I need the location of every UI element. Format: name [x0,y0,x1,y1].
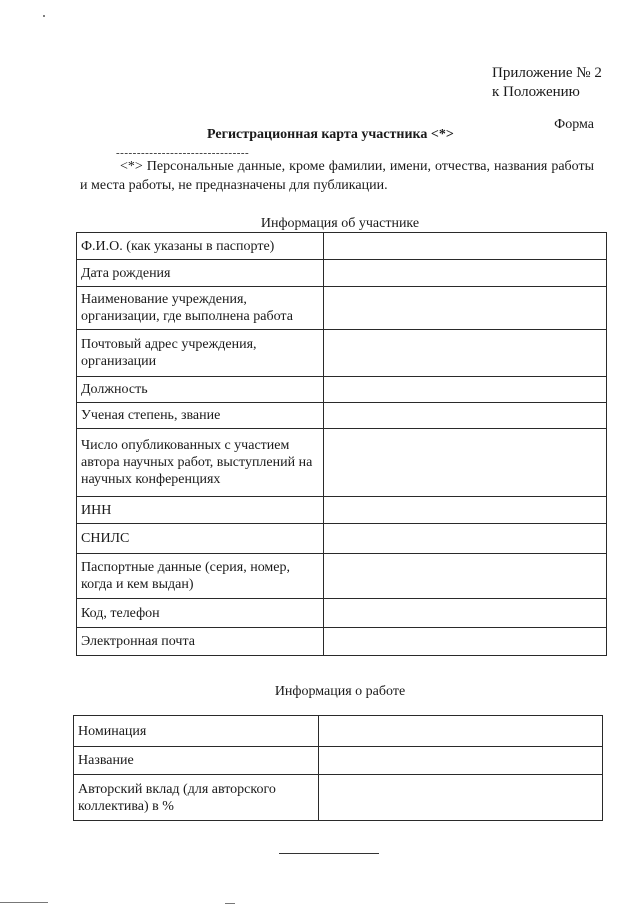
form-label: Форма [554,117,594,132]
field-value-email[interactable] [324,628,607,656]
table-row [77,628,607,656]
field-label-author-contribution: Авторский вклад (для авторского коллектива) в % [74,775,319,821]
table-row [74,747,603,775]
work-section-title: Информация о работе [274,684,406,699]
field-label-inn: ИНН [77,497,324,524]
field-label-phone: Код, телефон [77,599,324,628]
field-label-organization: Наименование учреждения, организации, где выполнена работа [77,287,324,330]
field-label-work-title: Название [74,747,319,775]
field-value-publications[interactable] [324,429,607,497]
table-row [77,260,607,287]
field-label-email: Электронная почта [77,628,324,656]
table-row [77,330,607,377]
field-value-birth-date[interactable] [324,260,607,287]
table-row [77,287,607,330]
field-value-work-title[interactable] [319,747,603,775]
field-value-postal-address[interactable] [324,330,607,377]
field-value-phone[interactable] [324,599,607,628]
field-label-publications: Число опубликованных с участием автора научных работ, выступлений на научных конференциях [77,429,324,497]
table-row [77,403,607,429]
field-label-snils: СНИЛС [77,524,324,554]
scan-edge-mark [225,903,235,904]
field-label-fio: Ф.И.О. (как указаны в паспорте) [77,233,324,260]
appendix-reference [492,64,602,102]
field-label-position: Должность [77,377,324,403]
field-value-degree[interactable] [324,403,607,429]
footnote-separator: -------------------------------- [116,147,250,159]
table-row [74,775,603,821]
field-label-degree: Ученая степень, звание [77,403,324,429]
field-label-birth-date: Дата рождения [77,260,324,287]
page-title: Регистрационная карта участника <*> [207,127,454,142]
table-row [77,429,607,497]
field-value-author-contribution[interactable] [319,775,603,821]
appendix-line-2: к Положению [492,84,580,100]
scan-speck [43,15,45,17]
table-row [77,497,607,524]
field-value-snils[interactable] [324,524,607,554]
field-value-position[interactable] [324,377,607,403]
participant-info-table [76,232,607,656]
participant-section-title: Информация об участнике [260,216,420,231]
field-value-nomination[interactable] [319,716,603,747]
table-row [77,524,607,554]
footnote-text: <*> Персональные данные, кроме фамилии, имени, отчества, названия работы и места работы, не предназначены для публикации. [80,159,594,193]
end-rule [279,853,379,854]
work-info-table [73,715,603,821]
field-label-nomination: Номинация [74,716,319,747]
field-value-fio[interactable] [324,233,607,260]
field-label-passport: Паспортные данные (серия, номер, когда и кем выдан) [77,554,324,599]
field-value-inn[interactable] [324,497,607,524]
scan-edge-mark [0,902,48,903]
field-value-passport[interactable] [324,554,607,599]
appendix-line-1: Приложение № 2 [492,65,602,81]
field-value-organization[interactable] [324,287,607,330]
table-row [77,233,607,260]
table-row [77,377,607,403]
table-row [77,599,607,628]
table-row [74,716,603,747]
table-row [77,554,607,599]
field-label-postal-address: Почтовый адрес учреждения, организации [77,330,324,377]
